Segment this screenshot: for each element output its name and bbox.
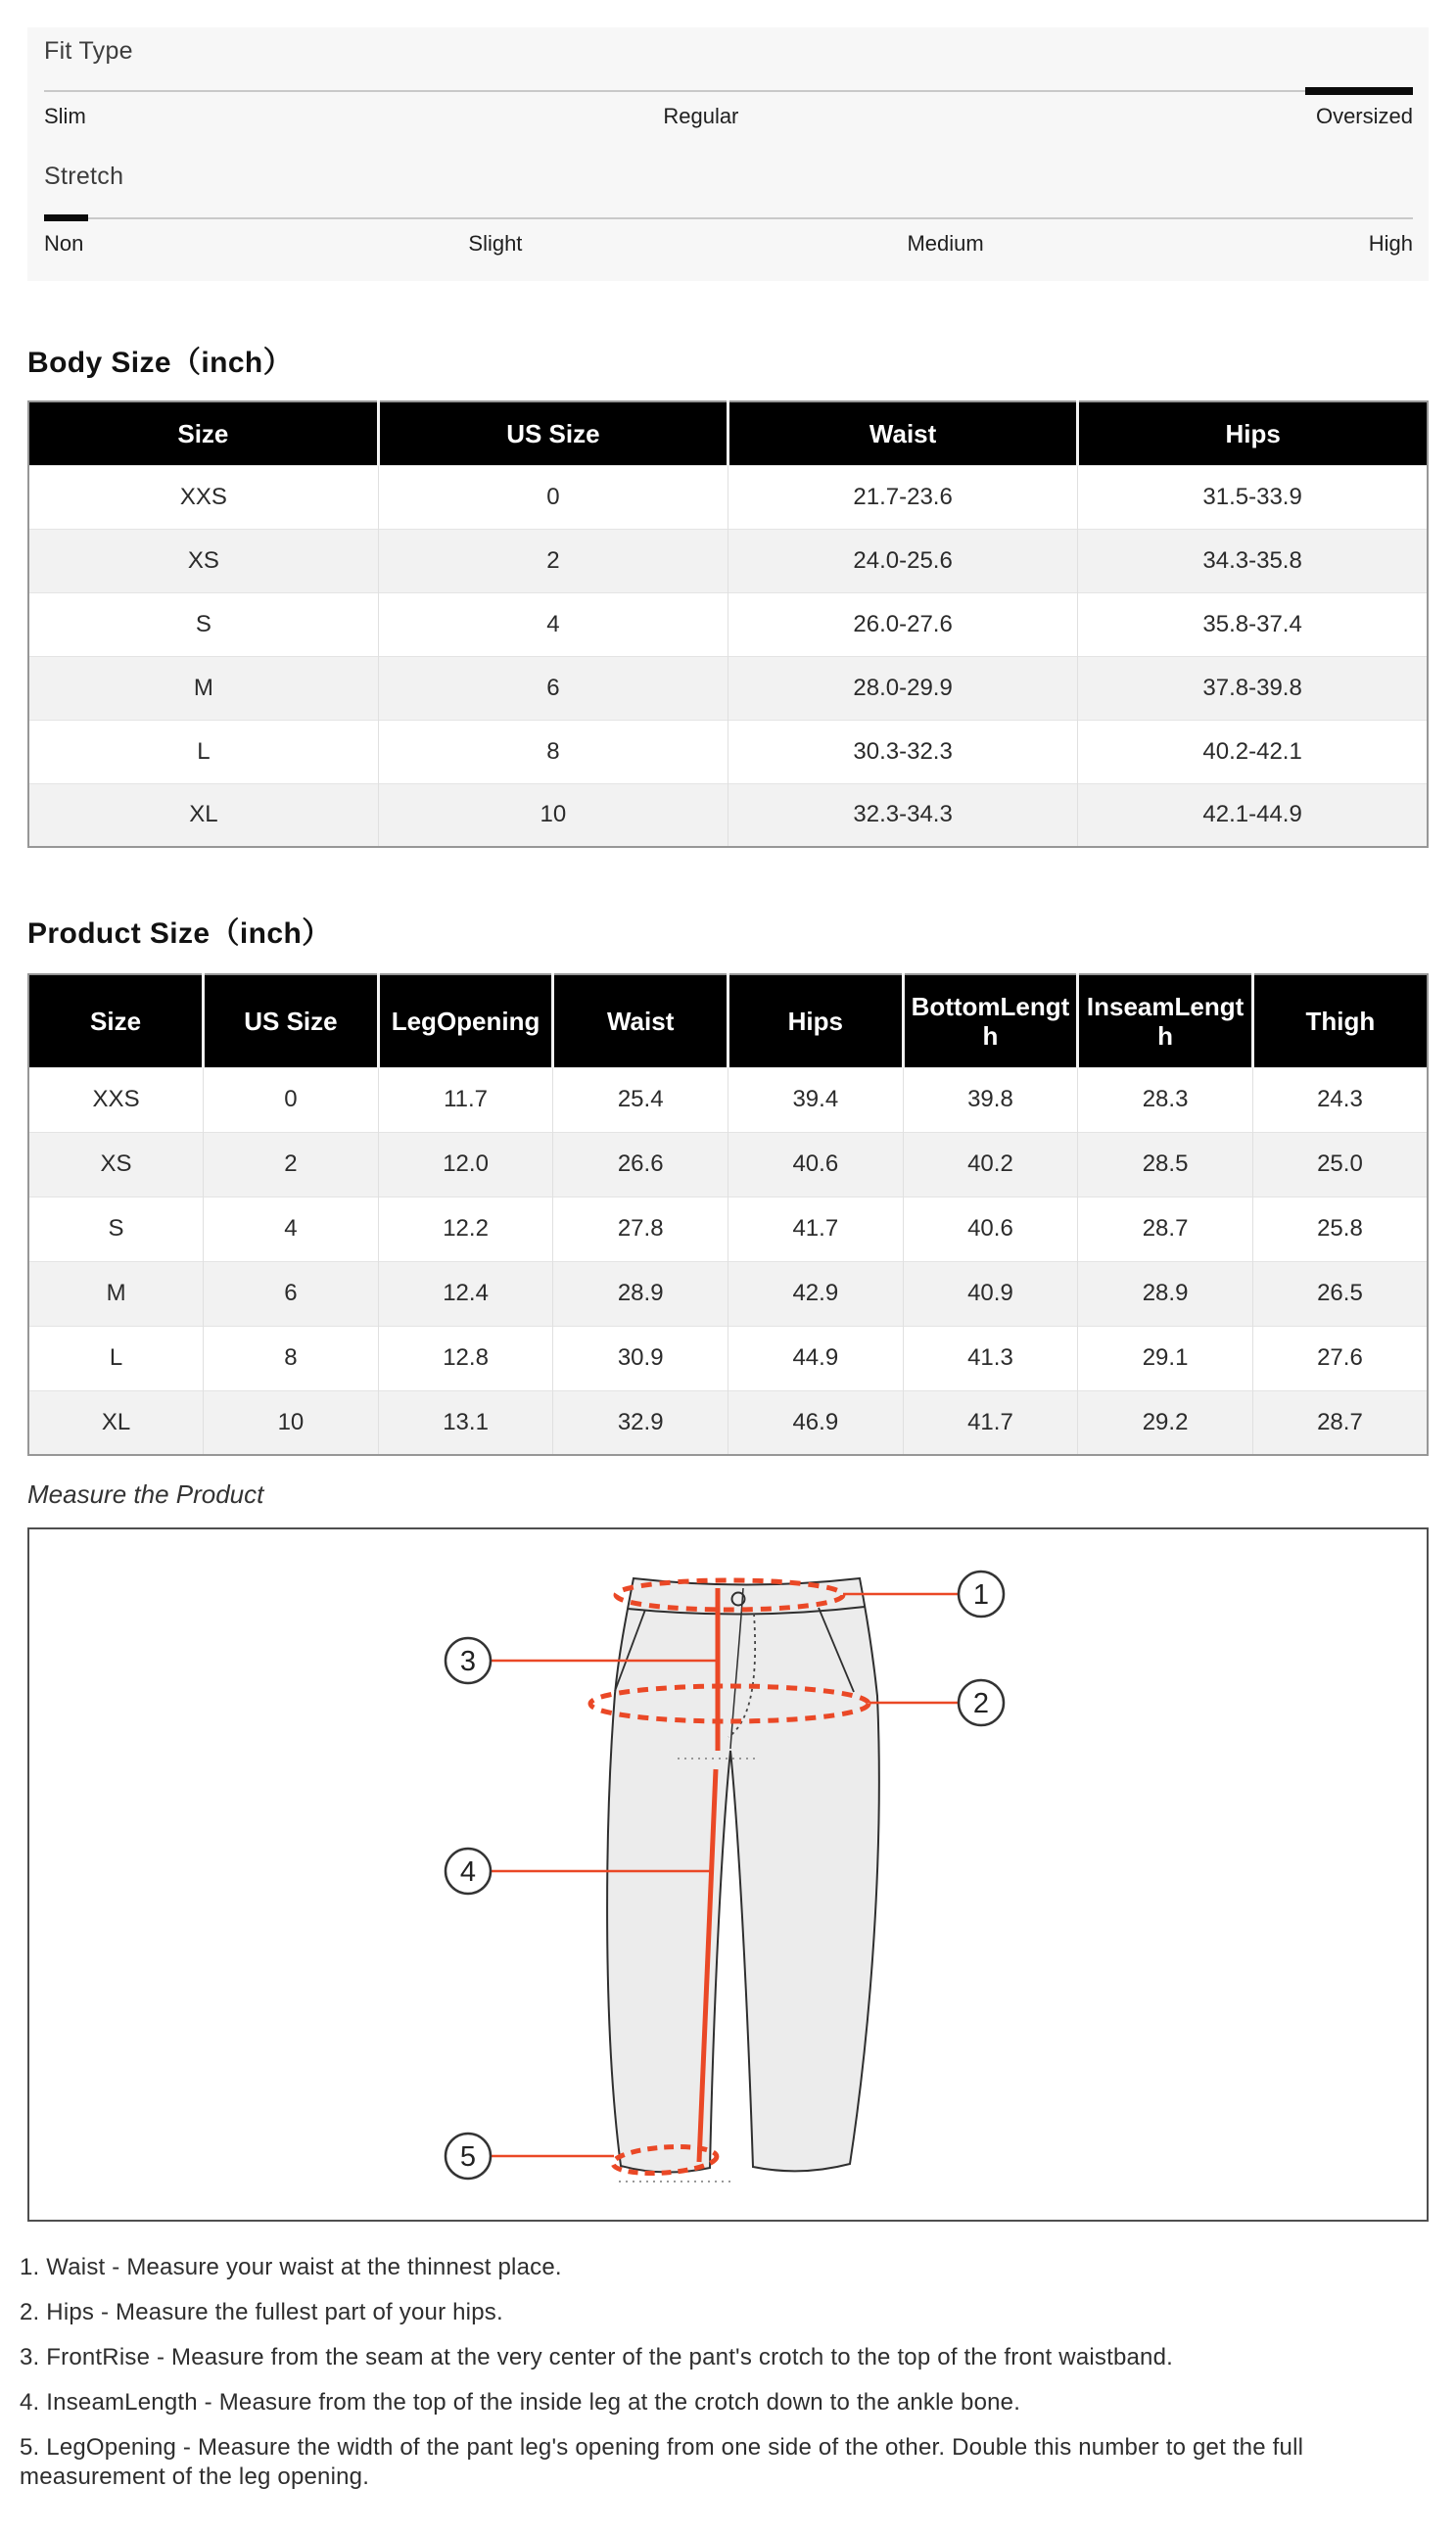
table-row: [28, 656, 1428, 720]
table-cell: 0: [204, 1067, 379, 1132]
body-size-title: Body Size（inch）: [27, 347, 294, 379]
table-cell: 8: [204, 1326, 379, 1390]
column-header: LegOpening: [378, 974, 553, 1067]
table-cell: 2: [204, 1132, 379, 1197]
table-cell: 12.0: [378, 1132, 553, 1197]
callout-5-badge: [446, 2134, 491, 2179]
product-size-table: [27, 973, 1429, 1456]
table-cell: 32.9: [553, 1390, 728, 1455]
fit-option-oversized: Oversized: [1315, 104, 1413, 128]
table-cell: 30.3-32.3: [728, 720, 1078, 783]
table-cell: 28.5: [1078, 1132, 1253, 1197]
table-cell: 13.1: [378, 1390, 553, 1455]
column-header: Hips: [728, 974, 904, 1067]
table-cell: 28.7: [1252, 1390, 1428, 1455]
table-cell: 29.2: [1078, 1390, 1253, 1455]
callout-2-number: 2: [972, 1688, 990, 1719]
table-cell: 39.8: [903, 1067, 1078, 1132]
table-cell: XS: [28, 1132, 204, 1197]
table-cell: S: [28, 1197, 204, 1261]
callout-3-badge: [446, 1638, 491, 1683]
body-size-table: [27, 400, 1429, 848]
table-cell: 6: [378, 656, 728, 720]
callout-4-badge: [446, 1849, 491, 1894]
table-cell: 24.0-25.6: [728, 529, 1078, 592]
column-header: Thigh: [1252, 974, 1428, 1067]
instruction-frontrise: 3. FrontRise - Measure from the seam at the very center of the pant's crotch to the top of the front waistband.: [20, 2344, 1174, 2370]
callout-2-badge: [959, 1680, 1004, 1725]
table-cell: 27.6: [1252, 1326, 1428, 1390]
callout-1-number: 1: [972, 1579, 990, 1611]
stretch-option-high: High: [1368, 231, 1413, 256]
column-header: BottomLength: [903, 974, 1078, 1067]
table-cell: 26.5: [1252, 1261, 1428, 1326]
table-row: [28, 720, 1428, 783]
table-row: [28, 1390, 1428, 1455]
table-cell: 4: [378, 592, 728, 656]
table-cell: 40.6: [728, 1132, 904, 1197]
table-row: [28, 1132, 1428, 1197]
table-cell: M: [28, 656, 378, 720]
table-cell: XXS: [28, 465, 378, 529]
instruction-inseamlength: 4. InseamLength - Measure from the top of the inside leg at the crotch down to the ankle bone.: [20, 2389, 1021, 2416]
table-cell: L: [28, 1326, 204, 1390]
measure-instructions: [20, 2253, 1429, 2492]
instruction-hips: 2. Hips - Measure the fullest part of your hips.: [20, 2299, 503, 2325]
table-cell: 0: [378, 465, 728, 529]
stretch-option-non: Non: [44, 231, 84, 256]
table-row: [28, 783, 1428, 847]
table-cell: 37.8-39.8: [1078, 656, 1428, 720]
table-cell: 30.9: [553, 1326, 728, 1390]
table-row: [28, 1197, 1428, 1261]
table-cell: 26.6: [553, 1132, 728, 1197]
pants-silhouette: [607, 1578, 879, 2173]
fit-option-regular: Regular: [663, 104, 739, 128]
column-header: Waist: [553, 974, 728, 1067]
column-header: Hips: [1078, 401, 1428, 465]
callout-3-number: 3: [459, 1646, 477, 1677]
table-row: [28, 1067, 1428, 1132]
stretch-slider-indicator: [44, 214, 88, 221]
stretch-option-medium: Medium: [907, 231, 984, 256]
table-cell: 32.3-34.3: [728, 783, 1078, 847]
callout-4-number: 4: [459, 1856, 477, 1888]
table-row: [28, 1326, 1428, 1390]
fit-type-slider-track: [44, 90, 1413, 92]
table-cell: 27.8: [553, 1197, 728, 1261]
column-header: Size: [28, 401, 378, 465]
table-cell: 40.6: [903, 1197, 1078, 1261]
table-cell: 11.7: [378, 1067, 553, 1132]
table-cell: 2: [378, 529, 728, 592]
table-cell: 41.7: [903, 1390, 1078, 1455]
fit-stretch-panel: [27, 27, 1429, 281]
table-cell: M: [28, 1261, 204, 1326]
callout-1-badge: [959, 1572, 1004, 1617]
table-row: [28, 592, 1428, 656]
instruction-waist: 1. Waist - Measure your waist at the thinnest place.: [20, 2254, 562, 2280]
table-cell: 8: [378, 720, 728, 783]
table-cell: 42.1-44.9: [1078, 783, 1428, 847]
table-cell: XS: [28, 529, 378, 592]
table-cell: 12.8: [378, 1326, 553, 1390]
column-header: InseamLength: [1078, 974, 1253, 1067]
fit-type-slider-indicator: [1305, 87, 1413, 95]
header-row: [28, 401, 1428, 465]
table-row: [28, 1261, 1428, 1326]
table-cell: 42.9: [728, 1261, 904, 1326]
table-cell: 40.2: [903, 1132, 1078, 1197]
table-cell: XXS: [28, 1067, 204, 1132]
product-size-title: Product Size（inch）: [27, 917, 332, 950]
table-cell: 25.4: [553, 1067, 728, 1132]
header-row: [28, 974, 1428, 1067]
table-cell: 28.9: [553, 1261, 728, 1326]
table-cell: 25.8: [1252, 1197, 1428, 1261]
fit-option-slim: Slim: [44, 104, 86, 128]
measurement-diagram-box: [27, 1527, 1429, 2222]
table-cell: 10: [378, 783, 728, 847]
table-cell: 28.0-29.9: [728, 656, 1078, 720]
table-cell: 41.7: [728, 1197, 904, 1261]
table-cell: 34.3-35.8: [1078, 529, 1428, 592]
table-cell: 28.9: [1078, 1261, 1253, 1326]
table-cell: 12.4: [378, 1261, 553, 1326]
stretch-slider-track: [44, 217, 1413, 219]
product-size-table-wrap: [27, 973, 1429, 1456]
fit-type-options: [44, 104, 1413, 129]
stretch-option-slight: Slight: [468, 231, 523, 256]
fit-type-label: Fit Type: [44, 37, 133, 65]
table-cell: 40.9: [903, 1261, 1078, 1326]
stretch-options: [44, 231, 1413, 257]
table-cell: 12.2: [378, 1197, 553, 1261]
callout-5-number: 5: [459, 2141, 477, 2173]
table-cell: 28.7: [1078, 1197, 1253, 1261]
table-cell: 26.0-27.6: [728, 592, 1078, 656]
column-header: US Size: [204, 974, 379, 1067]
table-cell: 25.0: [1252, 1132, 1428, 1197]
table-cell: 10: [204, 1390, 379, 1455]
table-cell: XL: [28, 783, 378, 847]
table-cell: 39.4: [728, 1067, 904, 1132]
table-cell: L: [28, 720, 378, 783]
table-cell: 35.8-37.4: [1078, 592, 1428, 656]
table-cell: 24.3: [1252, 1067, 1428, 1132]
table-cell: 46.9: [728, 1390, 904, 1455]
table-cell: 41.3: [903, 1326, 1078, 1390]
column-header: US Size: [378, 401, 728, 465]
stretch-label: Stretch: [44, 163, 124, 190]
table-row: [28, 529, 1428, 592]
table-cell: S: [28, 592, 378, 656]
table-cell: 31.5-33.9: [1078, 465, 1428, 529]
table-cell: 21.7-23.6: [728, 465, 1078, 529]
table-cell: XL: [28, 1390, 204, 1455]
instruction-legopening: 5. LegOpening - Measure the width of the pant leg's opening from one side of the other. Double this number to get the full measurement of the leg opening.: [20, 2434, 1304, 2490]
table-cell: 29.1: [1078, 1326, 1253, 1390]
pants-measurement-diagram: [29, 1529, 1427, 2220]
table-cell: 6: [204, 1261, 379, 1326]
table-row: [28, 465, 1428, 529]
table-cell: 28.3: [1078, 1067, 1253, 1132]
column-header: Waist: [728, 401, 1078, 465]
table-cell: 40.2-42.1: [1078, 720, 1428, 783]
measure-caption: Measure the Product: [27, 1479, 264, 1509]
table-cell: 4: [204, 1197, 379, 1261]
column-header: Size: [28, 974, 204, 1067]
table-cell: 44.9: [728, 1326, 904, 1390]
body-size-table-wrap: [27, 400, 1429, 848]
